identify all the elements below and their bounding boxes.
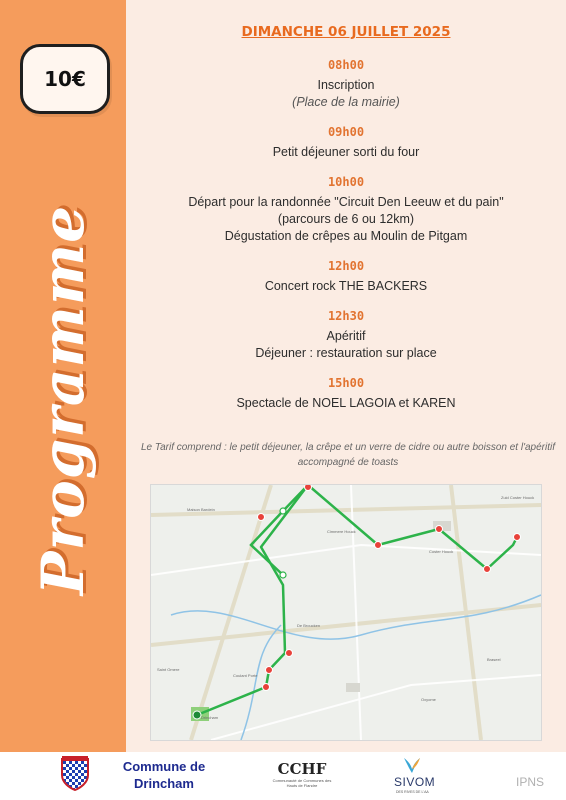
schedule-line: Inscription: [317, 78, 375, 92]
price-badge: [20, 44, 110, 114]
schedule-time: 10h00: [327, 175, 365, 189]
sivom-logo: [390, 756, 436, 796]
map-building: [346, 683, 360, 692]
programme-title: Programme: [29, 204, 97, 596]
event-date: DIMANCHE 06 JUILLET 2025: [241, 24, 451, 40]
schedule-time: 12h30: [327, 309, 365, 323]
route-marker: [514, 534, 521, 541]
cchf-title: CCHF: [277, 760, 327, 778]
schedule-line: (Place de la mairie): [292, 95, 400, 109]
schedule-item: [126, 175, 566, 245]
tarif-note: Le Tarif comprend : le petit déjeuner, la crêpe et un verre de cidre ou autre boisson et l'apéritif accompagné de toasts: [140, 442, 555, 468]
route-waypoint: [280, 508, 286, 514]
route-marker: [263, 684, 270, 691]
schedule-item: [126, 125, 566, 161]
map-label: Saint Omere: [157, 667, 180, 672]
sivom-subtitle: DES RIVES DE L'AA: [396, 790, 429, 794]
schedule-item: [126, 259, 566, 295]
cchf-subtitle: Communauté de Communes des Hauts de Flandre: [272, 778, 332, 788]
schedule-line: Déjeuner : restauration sur place: [255, 346, 437, 360]
route-marker: [484, 566, 491, 573]
route-marker: [375, 542, 382, 549]
schedule-item: [126, 309, 566, 362]
route-marker: [286, 650, 293, 657]
sivom-leaf-icon: [402, 756, 422, 774]
price-text: 10€: [44, 67, 86, 91]
map-label: Braseel: [487, 657, 501, 662]
commune-line: Commune de: [122, 759, 206, 774]
map-label: Oxyome: [421, 697, 436, 702]
schedule-time: 12h00: [327, 259, 365, 273]
map-label: Drincham: [201, 715, 219, 720]
route-map: [150, 484, 542, 741]
route-waypoint: [280, 572, 286, 578]
map-label: Zuid Coster Houck: [501, 495, 535, 500]
schedule: [126, 58, 566, 426]
map-label: De Broucken: [297, 623, 321, 628]
ipns-mark: IPNS: [516, 775, 545, 789]
sivom-title: SIVOM: [394, 775, 436, 789]
schedule-line: Spectacle de NOEL LAGOIA et KAREN: [236, 396, 456, 410]
schedule-line: (parcours de 6 ou 12km): [277, 212, 415, 226]
route-map-svg: [151, 485, 541, 740]
schedule-time: 08h00: [327, 58, 365, 72]
schedule-line: Apéritif: [326, 329, 366, 343]
schedule-item: [126, 58, 566, 111]
map-label: Maison Bardein: [187, 507, 215, 512]
schedule-time: 15h00: [327, 376, 365, 390]
cchf-logo: [268, 760, 336, 796]
schedule-time: 09h00: [327, 125, 365, 139]
route-marker: [258, 514, 265, 521]
route-marker: [305, 485, 312, 491]
route-start-marker: [193, 711, 201, 719]
schedule-line: Dégustation de crêpes au Moulin de Pitgam: [224, 229, 468, 243]
drincham-crest-icon: [60, 755, 90, 791]
route-marker: [436, 526, 443, 533]
map-label: Cimmere Houck: [327, 529, 356, 534]
schedule-line: Départ pour la randonnée "Circuit Den Leeuw et du pain": [188, 195, 504, 209]
map-label: Coulant Porte: [233, 673, 258, 678]
commune-name: [112, 758, 216, 792]
schedule-line: Concert rock THE BACKERS: [264, 279, 428, 293]
schedule-line: Petit déjeuner sorti du four: [272, 145, 420, 159]
commune-line: Drincham: [134, 776, 194, 791]
schedule-item: [126, 376, 566, 412]
map-label: Coster Houck: [429, 549, 454, 554]
route-marker: [266, 667, 273, 674]
